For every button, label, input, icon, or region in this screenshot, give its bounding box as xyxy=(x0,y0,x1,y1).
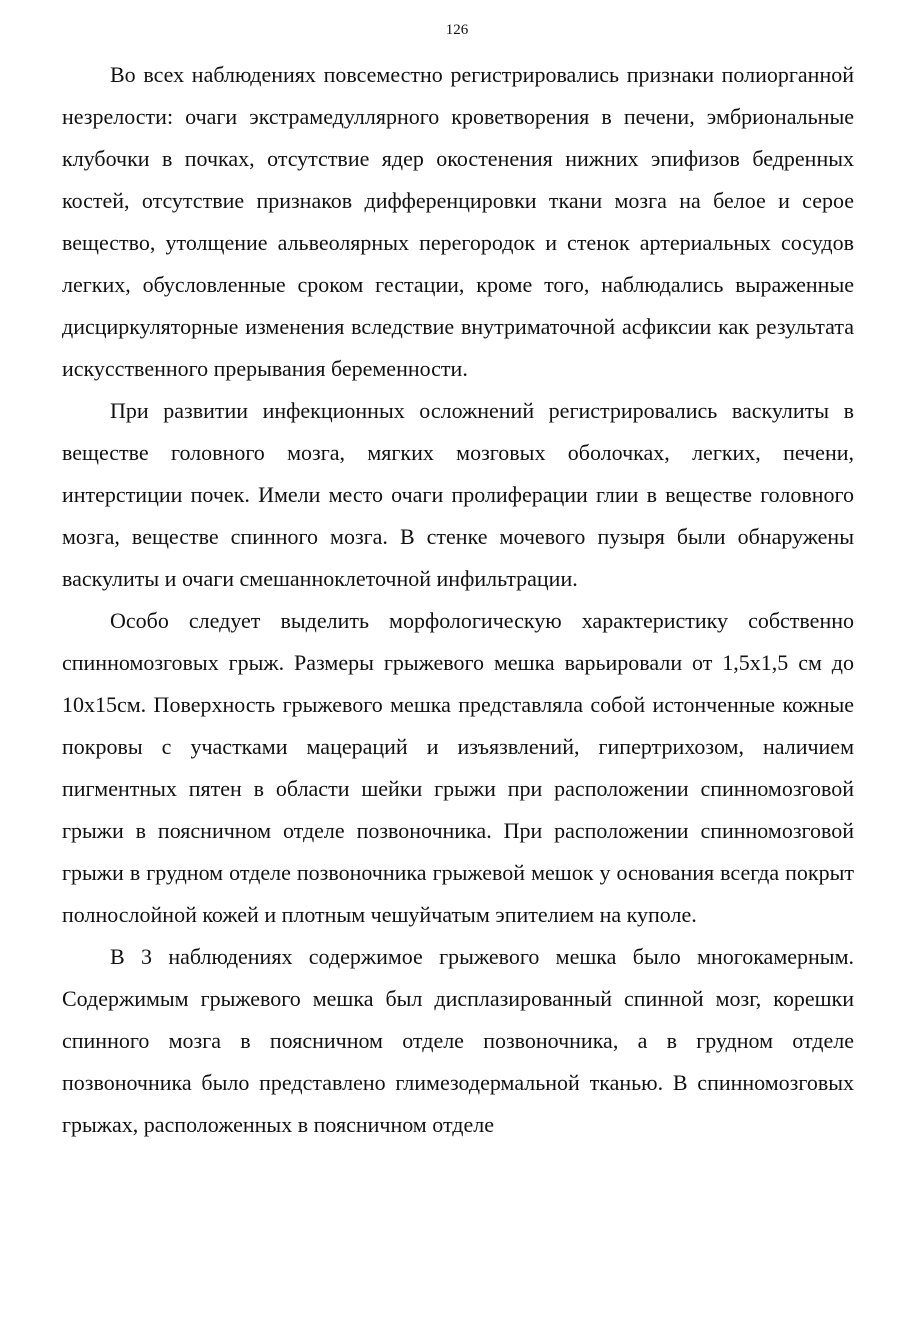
paragraph-immaturity: Во всех наблюдениях повсеместно регистрировались признаки полиорганной незрелости: очаги экстрамедуллярного кроветворения в печени, эмбриональные клубочки в почках, отсутствие ядер окостенения нижних эпифизов бедренных костей, отсутствие признаков дифференцировки ткани мозга на белое и серое вещество, утолщение альвеолярных перегородок и стенок артериальных сосудов легких, обусловленные сроком гестации, кроме того, наблюдались выраженные дисциркуляторные изменения вследствие внутриматочной асфиксии как результата искусственного прерывания беременности. xyxy=(62,62,854,381)
paragraph-hernia-contents: В 3 наблюдениях содержимое грыжевого мешка было многокамерным. Содержимым грыжевого мешка был дисплазированный спинной мозг, корешки спинного мозга в поясничном отделе позвоночника, а в грудном отделе позвоночника было представлено глимезодермальной тканью. В спинномозговых грыжах, расположенных в поясничном отделе xyxy=(62,944,854,1137)
paragraph-infections: При развитии инфекционных осложнений регистрировались васкулиты в веществе головного мозга, мягких мозговых оболочках, легких, печени, интерстиции почек. Имели место очаги пролиферации глии в веществе головного мозга, веществе спинного мозга. В стенке мочевого пузыря были обнаружены васкулиты и очаги смешанноклеточной инфильтрации. xyxy=(62,398,854,591)
paragraph-hernia-morphology: Особо следует выделить морфологическую характеристику собственно спинномозговых грыж. Размеры грыжевого мешка варьировали от 1,5х1,5 см до 10х15см. Поверхность грыжевого мешка представляла собой истонченные кожные покровы с участками мацераций и изъязвлений, гипертрихозом, наличием пигментных пятен в области шейки грыжи при расположении спинномозговой грыжи в поясничном отделе позвоночника. При расположении спинномозговой грыжи в грудном отделе позвоночника грыжевой мешок у основания всегда покрыт полнослойной кожей и плотным чешуйчатым эпителием на куполе. xyxy=(62,608,854,927)
document-body xyxy=(62,54,854,1146)
page-number: 126 xyxy=(445,22,469,38)
